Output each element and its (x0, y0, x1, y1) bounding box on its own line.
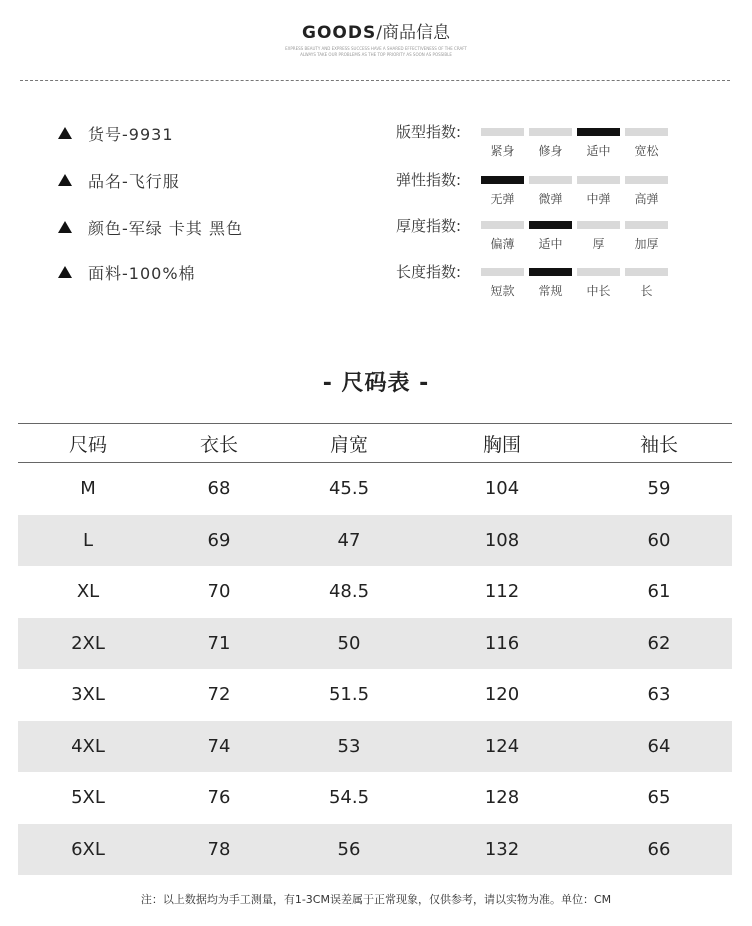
triangle-bullet-icon (58, 266, 72, 278)
header-cell: 衣长 (199, 433, 238, 456)
attribute-text: 货号-9931 (88, 124, 174, 144)
chest-cell: 116 (484, 632, 520, 654)
shoulder-cell: 53 (337, 735, 361, 757)
fit-index-option (529, 128, 572, 159)
shoulder-cell: 48.5 (328, 581, 370, 603)
sleeve-cell: 61 (647, 581, 671, 603)
scale-bar (481, 176, 524, 184)
scale-option-label: 高弹 (634, 192, 659, 206)
chest-cell: 132 (484, 838, 520, 860)
length-cell: 78 (207, 838, 231, 860)
length-index-option (529, 268, 572, 299)
size-table-header (18, 423, 732, 463)
length-cell: 68 (207, 478, 231, 500)
length-index-option (577, 268, 620, 299)
sleeve-cell: 64 (647, 735, 671, 757)
page-header (0, 18, 752, 43)
triangle-bullet-icon (58, 127, 72, 139)
scale-option-label: 宽松 (634, 144, 659, 158)
sleeve-cell: 63 (647, 684, 671, 706)
header-cell: 肩宽 (329, 433, 368, 456)
table-row (18, 618, 732, 670)
size-cell: XL (76, 581, 100, 603)
attribute-text: 面料-100%棉 (88, 263, 196, 283)
thickness-index-option (529, 221, 572, 252)
shoulder-cell: 56 (337, 838, 361, 860)
scale-bar (577, 128, 620, 136)
thickness-index-scale (481, 221, 673, 252)
fit-index-scale (481, 128, 673, 159)
scale-option-label: 中弹 (586, 192, 611, 206)
size-cell: L (82, 529, 94, 551)
length-index-option (481, 268, 524, 299)
header-cell: 尺码 (68, 433, 107, 456)
fit-index-option (625, 128, 668, 159)
scale-option-label: 适中 (538, 237, 563, 251)
chest-cell: 128 (484, 787, 520, 809)
scale-bar (529, 176, 572, 184)
length-cell: 76 (207, 787, 231, 809)
table-row (18, 772, 732, 824)
table-row (18, 721, 732, 773)
size-table-title: - 尺码表 - (322, 371, 430, 396)
sleeve-cell: 62 (647, 632, 671, 654)
length-index-scale (481, 268, 673, 299)
elasticity-index-option (481, 176, 524, 207)
triangle-bullet-icon (58, 174, 72, 186)
scale-bar (625, 176, 668, 184)
chest-cell: 124 (484, 735, 520, 757)
length-cell: 69 (207, 529, 231, 551)
shoulder-cell: 51.5 (328, 684, 370, 706)
scale-option-label: 常规 (538, 284, 563, 298)
header-title-en: GOODS (302, 23, 377, 43)
size-cell: 3XL (71, 684, 105, 706)
measurement-note: 注：以上数据均为手工测量，有1-3CM误差属于正常现象，仅供参考，请以实物为准。单位：CM (140, 893, 612, 906)
sleeve-cell: 59 (647, 478, 671, 500)
scale-option-label: 适中 (586, 144, 611, 158)
chest-cell: 104 (484, 478, 520, 500)
dashed-divider (20, 80, 730, 81)
header-cell: 胸围 (482, 433, 521, 456)
elasticity-index-option (529, 176, 572, 207)
shoulder-cell: 50 (337, 632, 361, 654)
sleeve-cell: 65 (647, 787, 671, 809)
attribute-item-color (58, 215, 243, 239)
length-index-label: 长度指数: (396, 263, 462, 281)
scale-bar (577, 221, 620, 229)
header-subtitle-line2: ALWAYS TAKE OUR PROBLEMS AS THE TOP PRIORITY AS SOON AS POSSIBLE (300, 52, 452, 57)
scale-option-label: 微弹 (538, 192, 563, 206)
fit-index-label: 版型指数: (396, 123, 462, 141)
fit-index-option (481, 128, 524, 159)
size-cell: 5XL (71, 787, 105, 809)
header-cell: 袖长 (639, 433, 678, 456)
sleeve-cell: 60 (647, 529, 671, 551)
scale-bar (529, 128, 572, 136)
size-cell: 2XL (71, 632, 105, 654)
scale-option-label: 中长 (586, 284, 611, 298)
scale-bar (577, 268, 620, 276)
header-title-cn: /商品信息 (376, 23, 450, 43)
thickness-index-label: 厚度指数: (396, 217, 462, 235)
thickness-index-option (577, 221, 620, 252)
scale-bar (481, 268, 524, 276)
scale-bar (481, 221, 524, 229)
table-row (18, 669, 732, 721)
scale-option-label: 偏薄 (490, 237, 515, 251)
scale-bar (625, 268, 668, 276)
sleeve-cell: 66 (647, 838, 671, 860)
table-row (18, 566, 732, 618)
scale-bar (577, 176, 620, 184)
size-cell: 6XL (71, 838, 105, 860)
length-cell: 70 (207, 581, 231, 603)
triangle-bullet-icon (58, 221, 72, 233)
elasticity-index-scale (481, 176, 673, 207)
thickness-index-option (625, 221, 668, 252)
shoulder-cell: 47 (337, 529, 361, 551)
scale-option-label: 加厚 (634, 237, 659, 251)
attribute-item-name (58, 168, 180, 192)
chest-cell: 120 (484, 684, 520, 706)
attribute-text: 颜色-军绿 卡其 黑色 (88, 218, 243, 238)
chest-cell: 108 (484, 529, 520, 551)
chest-cell: 112 (484, 581, 520, 603)
attribute-text: 品名-飞行服 (88, 171, 180, 191)
thickness-index-option (481, 221, 524, 252)
size-cell: M (80, 478, 96, 500)
scale-bar (481, 128, 524, 136)
attribute-item-fabric (58, 260, 196, 284)
scale-bar (529, 268, 572, 276)
scale-option-label: 修身 (538, 144, 563, 158)
scale-option-label: 厚 (592, 237, 605, 251)
size-table (18, 423, 732, 875)
length-cell: 72 (207, 684, 231, 706)
scale-option-label: 长 (640, 284, 653, 298)
table-row (18, 824, 732, 876)
size-cell: 4XL (71, 735, 105, 757)
scale-bar (625, 221, 668, 229)
table-row (18, 515, 732, 567)
elasticity-index-option (625, 176, 668, 207)
scale-bar (625, 128, 668, 136)
scale-bar (529, 221, 572, 229)
length-cell: 71 (207, 632, 231, 654)
scale-option-label: 短款 (490, 284, 515, 298)
header-subtitle (0, 46, 752, 58)
scale-option-label: 无弹 (490, 192, 515, 206)
scale-option-label: 紧身 (490, 144, 515, 158)
shoulder-cell: 54.5 (328, 787, 370, 809)
length-index-option (625, 268, 668, 299)
fit-index-option (577, 128, 620, 159)
table-row (18, 463, 732, 515)
elasticity-index-option (577, 176, 620, 207)
shoulder-cell: 45.5 (328, 478, 370, 500)
attribute-item-code (58, 121, 174, 145)
elasticity-index-label: 弹性指数: (396, 171, 462, 189)
length-cell: 74 (207, 735, 231, 757)
header-subtitle-line1: EXPRESS BEAUTY AND EXPRESS SUCCESS HAVE A SHARED EFFECTIVENESS OF THE CRAFT (285, 46, 467, 51)
